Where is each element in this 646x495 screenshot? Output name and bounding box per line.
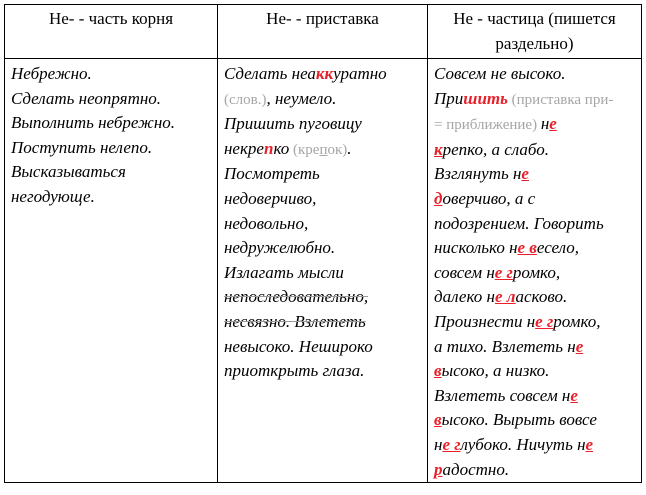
particle-text: оверчиво, а с	[442, 188, 536, 208]
highlight-letters: е в	[517, 238, 537, 258]
root-example-3: Выполнить небрежно.	[11, 113, 176, 133]
prefix-line-9: Излагать мысли	[224, 262, 344, 282]
root-example-2: Сделать неопрятно.	[11, 88, 162, 108]
root-example-6: негодующе.	[11, 186, 95, 206]
particle-text: ысоко. Вырыть вовсе	[441, 410, 597, 430]
prefix-line-12: невысоко. Нешироко	[224, 336, 373, 356]
particle-line-17	[434, 458, 636, 483]
highlight-letters: в	[434, 361, 442, 381]
prefix-text: некре	[224, 138, 264, 158]
particle-text: нисколько н	[434, 238, 518, 258]
grammar-table	[4, 4, 642, 483]
cell-particle-examples	[428, 59, 642, 483]
particle-line-4	[434, 138, 636, 163]
cell-root-examples	[5, 59, 218, 483]
particle-line-14	[434, 384, 636, 409]
highlight-letters: д	[434, 188, 443, 208]
highlight-letters: е л	[494, 287, 516, 307]
particle-text: совсем н	[434, 262, 495, 282]
particle-text: адостно.	[442, 459, 510, 479]
particle-text: далеко н	[434, 287, 495, 307]
highlight-letters: в	[434, 410, 442, 430]
particle-text: Взлететь совсем н	[434, 385, 571, 405]
highlight-letters: е	[575, 336, 584, 356]
prefix-line-2	[224, 87, 422, 113]
particle-text: ромко,	[553, 311, 601, 331]
particle-line-12	[434, 335, 636, 360]
particle-line-15	[434, 408, 636, 433]
content-row	[5, 59, 642, 483]
particle-line-11	[434, 310, 636, 335]
header-root: Не- - часть корня	[5, 5, 218, 59]
highlight-letters: п	[263, 138, 274, 158]
particle-line-5	[434, 162, 636, 187]
prefix-text: ко	[273, 138, 290, 158]
particle-text: Произнести н	[434, 311, 536, 331]
header-row	[5, 5, 642, 59]
highlight-letters: е	[521, 164, 529, 184]
gray-note: ок)	[327, 141, 348, 158]
particle-line-3	[434, 112, 636, 138]
header-prefix: Не- - приставка	[218, 5, 428, 59]
highlight-letters: е	[570, 385, 578, 405]
particle-line-9	[434, 261, 636, 286]
particle-text: н	[540, 114, 550, 134]
prefix-text: уратно	[333, 64, 387, 83]
highlight-letters: р	[434, 459, 443, 479]
prefix-text: , неумело.	[266, 88, 337, 108]
prefix-line-10: непоследовательно,	[224, 287, 369, 307]
prefix-line-8: недружелюбно.	[224, 238, 336, 258]
highlight-letters: е г	[442, 434, 461, 454]
particle-text: Взглянуть н	[434, 164, 522, 184]
highlight-letters: е г	[535, 311, 554, 331]
prefix-line-3: Пришить пуговицу	[224, 114, 362, 134]
root-example-5: Высказываться	[11, 162, 126, 182]
root-example-4: Поступить нелепо.	[11, 137, 153, 157]
particle-line-13	[434, 359, 636, 384]
gray-note: (приставка при-	[507, 91, 614, 108]
particle-text: асково.	[515, 287, 568, 307]
particle-text: есело,	[536, 238, 580, 258]
gray-note: = приближение)	[434, 117, 541, 134]
particle-text: ромко,	[512, 262, 561, 282]
particle-line-10	[434, 285, 636, 310]
particle-text: а тихо. Взлететь н	[434, 336, 576, 356]
cell-prefix-examples	[218, 59, 428, 483]
highlight-letters: е г	[494, 262, 513, 282]
particle-text: лубоко. Ничуть н	[460, 434, 586, 454]
particle-text: При	[434, 88, 464, 108]
particle-line-16	[434, 433, 636, 458]
particle-line-2	[434, 87, 636, 113]
particle-text: н	[434, 434, 443, 454]
prefix-text: Сделать неа	[224, 64, 316, 83]
prefix-line-4	[224, 137, 422, 163]
header-particle: Не - частица (пишется раздельно)	[428, 5, 642, 59]
prefix-line-7: недовольно,	[224, 213, 309, 233]
particle-text: репко, а слабо.	[442, 139, 549, 159]
prefix-line-11: несвязно. Взлететь	[224, 311, 366, 331]
highlight-letters: кк	[315, 64, 334, 83]
particle-line-7: подозрением. Говорить	[434, 213, 604, 233]
highlight-letters: е	[549, 114, 557, 134]
highlight-letters: шить	[463, 88, 508, 108]
particle-text: ысоко, а низко.	[441, 361, 550, 381]
prefix-text: .	[347, 138, 352, 158]
gray-note: (кре	[289, 141, 320, 158]
highlight-letters: е	[585, 434, 594, 454]
prefix-line-6: недоверчиво,	[224, 188, 317, 208]
gray-note-underlined: п	[319, 141, 328, 158]
particle-line-1: Совсем не высоко.	[434, 64, 566, 83]
prefix-line-1	[224, 62, 422, 87]
particle-line-6	[434, 187, 636, 212]
prefix-line-5: Посмотреть	[224, 164, 320, 184]
prefix-line-13: приоткрыть глаза.	[224, 361, 365, 381]
root-example-1: Небрежно.	[11, 64, 92, 83]
particle-line-8	[434, 236, 636, 261]
highlight-letters: к	[434, 139, 443, 159]
gray-note: (слов.)	[224, 91, 267, 108]
